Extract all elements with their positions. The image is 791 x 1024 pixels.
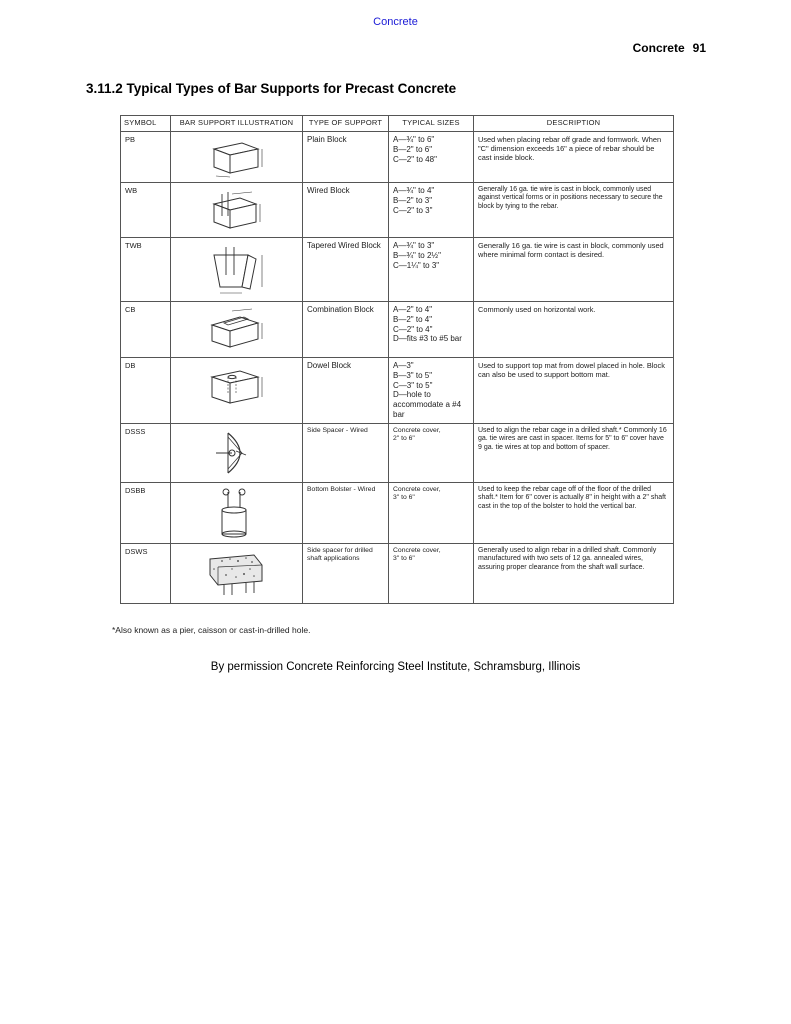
size-line: C—3" to 5" (393, 380, 433, 390)
type-cell: Wired Block (303, 183, 389, 238)
table-row (121, 238, 674, 302)
plain-block-icon (202, 135, 272, 179)
description-cell: Commonly used on horizontal work. (474, 302, 674, 358)
table-header-row (121, 116, 674, 132)
permission-credit: By permission Concrete Reinforcing Steel Institute, Schramsburg, Illinois (210, 661, 581, 673)
page-number: 91 (692, 41, 706, 55)
illustration-cell (171, 302, 303, 358)
description-cell: Used when placing rebar off grade and formwork. When "C" dimension exceeds 16" a piece of rebar should be cast inside block. (474, 132, 674, 183)
description-cell: Used to support top mat from dowel placed in hole. Block can also be used to support bottom mat. (474, 358, 674, 424)
table-row (121, 183, 674, 238)
illustration-cell (171, 543, 303, 603)
size-line: B—2" to 4" (393, 314, 433, 324)
size-line: B—¾" to 2½" (393, 250, 441, 260)
table-row (121, 482, 674, 543)
running-head (633, 41, 706, 55)
sizes-cell (389, 423, 474, 482)
column-header: TYPE OF SUPPORT (303, 116, 389, 132)
description-cell: Used to keep the rebar cage off of the floor of the drilled shaft.* Item for 6" cover is actually 8" in height with a 2" shaft cast in the top of the bolster to hold the vertical bar. (474, 482, 674, 543)
column-header: TYPICAL SIZES (389, 116, 474, 132)
size-line: Concrete cover, (393, 546, 441, 554)
size-line: B—2" to 6" (393, 144, 433, 154)
size-line: A—¾" to 6" (393, 135, 435, 144)
description-cell: Generally 16 ga. tie wire is cast in block, commonly used where minimal form contact is desired. (474, 238, 674, 302)
bar-supports-table (120, 115, 674, 604)
size-line: C—1¼" to 3" (393, 260, 440, 270)
size-line: C—2" to 3" (393, 205, 433, 215)
description-cell: Generally 16 ga. tie wire is cast in block, commonly used against vertical forms or in positions necessary to secure the block by tying to the rebar. (474, 183, 674, 238)
table-row (121, 543, 674, 603)
illustration-cell (171, 423, 303, 482)
symbol-cell: DSWS (121, 543, 171, 603)
running-head-title: Concrete (632, 41, 685, 55)
symbol-cell: CB (121, 302, 171, 358)
size-line: 3" to 6" (393, 554, 415, 562)
symbol-cell: DSSS (121, 423, 171, 482)
description-cell: Generally used to align rebar in a drilled shaft. Commonly manufactured with two sets of 12 ga. annealed wires, assuring proper clearance from the shaft wall surface. (474, 543, 674, 603)
top-link-concrete[interactable]: Concrete (373, 16, 418, 28)
drilled-shaft-spacer-icon (202, 547, 272, 599)
size-line: 2" to 6" (393, 434, 415, 442)
dowel-block-icon (202, 361, 272, 411)
tapered-wired-block-icon (202, 241, 272, 297)
illustration-cell (171, 183, 303, 238)
symbol-cell: PB (121, 132, 171, 183)
sizes-cell (389, 358, 474, 424)
size-line: C—2" to 48" (393, 154, 437, 164)
sizes-cell (389, 482, 474, 543)
size-line: C—2" to 4" (393, 324, 433, 334)
illustration-cell (171, 132, 303, 183)
size-line: D—hole to accommodate a #4 bar (393, 390, 464, 419)
column-header: DESCRIPTION (474, 116, 674, 132)
size-line: B—3" to 5" (393, 370, 433, 380)
sizes-cell (389, 302, 474, 358)
size-line: Concrete cover, (393, 426, 441, 434)
type-cell: Combination Block (303, 302, 389, 358)
footnote: *Also known as a pier, caisson or cast-in-drilled hole. (112, 625, 311, 635)
sizes-cell (389, 183, 474, 238)
size-line: 3" to 6" (393, 493, 415, 501)
illustration-cell (171, 358, 303, 424)
symbol-cell: DSBB (121, 482, 171, 543)
size-line: A—¾" to 3" (393, 241, 435, 250)
column-header: BAR SUPPORT ILLUSTRATION (171, 116, 303, 132)
table-row (121, 423, 674, 482)
side-spacer-wired-icon (202, 427, 272, 479)
table-row (121, 132, 674, 183)
symbol-cell: TWB (121, 238, 171, 302)
type-cell: Side Spacer - Wired (303, 423, 389, 482)
type-cell: Side spacer for drilled shaft applications (303, 543, 389, 603)
size-line: A—¾" to 4" (393, 186, 435, 195)
section-title: 3.11.2 Typical Types of Bar Supports for Precast Concrete (86, 81, 457, 96)
symbol-cell: WB (121, 183, 171, 238)
size-line: B—2" to 3" (393, 195, 433, 205)
bottom-bolster-wired-icon (202, 486, 272, 540)
size-line: D—fits #3 to #5 bar (393, 334, 462, 344)
type-cell: Dowel Block (303, 358, 389, 424)
column-header: SYMBOL (121, 116, 171, 132)
description-cell: Used to align the rebar cage in a drilled shaft.* Commonly 16 ga. tie wires are cast in spacer. Items for 5" to 6" cover have 9 ga. tie wires at top and bottom of spacer. (474, 423, 674, 482)
illustration-cell (171, 238, 303, 302)
symbol-cell: DB (121, 358, 171, 424)
type-cell: Plain Block (303, 132, 389, 183)
illustration-cell (171, 482, 303, 543)
table-row (121, 358, 674, 424)
size-line: A—2" to 4" (393, 305, 433, 314)
sizes-cell (389, 238, 474, 302)
combination-block-icon (202, 305, 272, 353)
table-row (121, 302, 674, 358)
size-line: Concrete cover, (393, 485, 441, 493)
sizes-cell (389, 543, 474, 603)
size-line: A—3" (393, 361, 414, 370)
sizes-cell (389, 132, 474, 183)
type-cell: Tapered Wired Block (303, 238, 389, 302)
type-cell: Bottom Bolster - Wired (303, 482, 389, 543)
wired-block-icon (202, 186, 272, 234)
